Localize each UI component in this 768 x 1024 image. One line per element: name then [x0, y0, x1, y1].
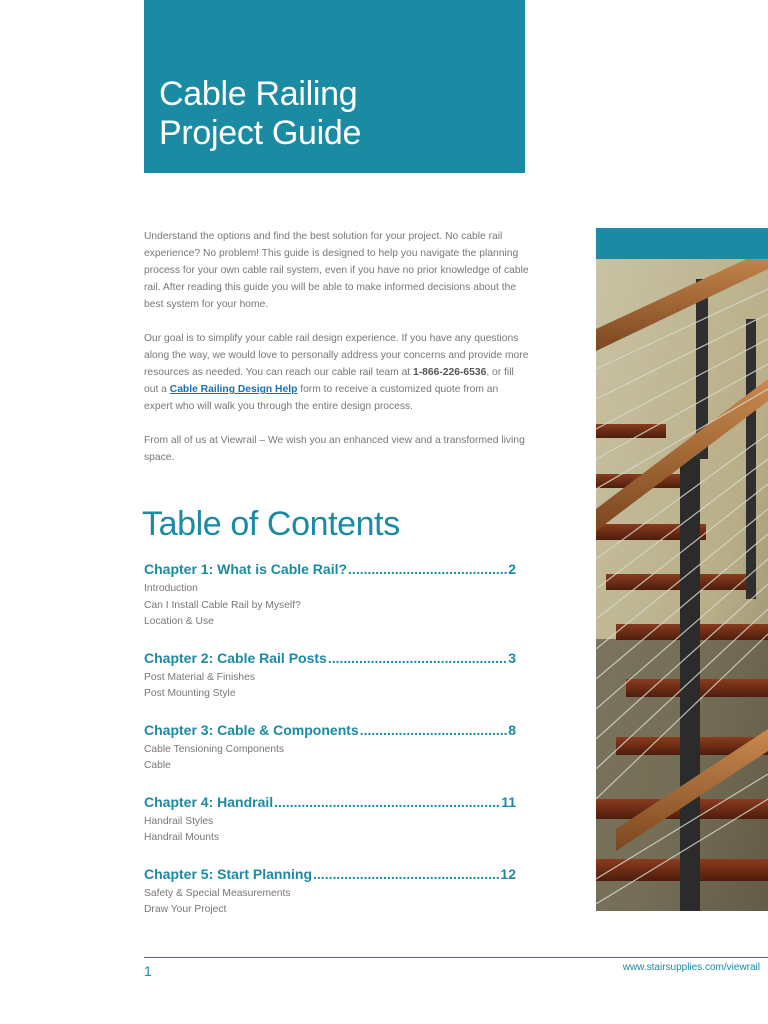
toc-chapter-5[interactable] [144, 865, 516, 919]
phone-number: 1-866-226-6536 [413, 367, 487, 378]
dot-leader [313, 865, 499, 883]
toc-chapter-4[interactable] [144, 793, 516, 847]
chapter-page-number[interactable]: 8 [508, 721, 516, 738]
chapter-subsections [144, 886, 516, 919]
subsection-item: Location & Use [144, 616, 214, 627]
dot-leader [328, 649, 507, 667]
title-line-2: Project Guide [159, 114, 362, 152]
chapter-subsections [144, 670, 516, 703]
footer-divider [144, 957, 768, 958]
subsection-item: Cable [144, 760, 171, 771]
chapter-title[interactable]: Chapter 3: Cable & Components [144, 721, 359, 738]
chapter-heading[interactable] [144, 721, 516, 739]
chapter-title[interactable]: Chapter 5: Start Planning [144, 865, 313, 882]
subsection-item: Can I Install Cable Rail by Myself? [144, 599, 301, 611]
intro-text-segment: Our goal is to simplify your cable rail design experience. If you have any questions along the way, we would love to personally address your concerns and provide more resources as needed. You can reach our cable rail team at [144, 333, 529, 378]
chapter-heading[interactable] [144, 649, 516, 667]
subsection-item: Safety & Special Measurements [144, 887, 291, 899]
chapter-page-number[interactable]: 11 [501, 793, 516, 810]
intro-text [144, 228, 529, 483]
subsection-item: Post Material & Finishes [144, 671, 256, 683]
staircase-photo [596, 259, 768, 911]
chapter-page-number[interactable]: 12 [500, 865, 516, 882]
design-help-link[interactable]: Cable Railing Design Help [169, 384, 298, 395]
page-title [159, 75, 361, 153]
chapter-page-number[interactable]: 3 [508, 649, 516, 666]
chapter-subsections [144, 742, 516, 775]
intro-paragraph-1: Understand the options and find the best solution for your project. No cable rail experience? No problem! This guide is designed to help you navigate the planning process for your own cable rail system, even if you have no prior knowledge of cable rail. After reading this guide you will be able to make informed decisions about the best system for your home. [144, 231, 529, 310]
toc-title: Table of Contents [142, 505, 400, 543]
table-of-contents [144, 560, 516, 937]
chapter-title[interactable]: Chapter 2: Cable Rail Posts [144, 649, 327, 666]
chapter-subsections [144, 581, 516, 631]
subsection-item: Post Mounting Style [144, 688, 236, 699]
intro-paragraph-2 [144, 330, 529, 415]
intro-paragraph-3: From all of us at Viewrail – We wish you an enhanced view and a transformed living space. [144, 435, 525, 463]
toc-chapter-1[interactable] [144, 560, 516, 631]
subsection-item: Handrail Styles [144, 815, 214, 827]
title-banner [144, 0, 525, 173]
dot-leader [360, 721, 508, 739]
subsection-item: Draw Your Project [144, 904, 227, 915]
dot-leader [348, 560, 507, 578]
chapter-heading[interactable] [144, 865, 516, 883]
title-line-1: Cable Railing [159, 75, 358, 113]
subsection-item: Handrail Mounts [144, 832, 219, 843]
footer-url-link[interactable]: www.stairsupplies.com/viewrail [622, 962, 760, 973]
chapter-heading[interactable] [144, 560, 516, 578]
photo-accent-band [596, 228, 768, 259]
subsection-item: Cable Tensioning Components [144, 743, 285, 755]
chapter-title[interactable]: Chapter 4: Handrail [144, 793, 274, 810]
page-number: 1 [144, 963, 152, 979]
intro-text-segment: form to receive a customized quote from an expert who will walk you through the entire design process. [144, 384, 499, 412]
dot-leader [274, 793, 500, 811]
chapter-title[interactable]: Chapter 1: What is Cable Rail? [144, 561, 348, 577]
chapter-page-number[interactable]: 2 [508, 561, 516, 577]
chapter-subsections [144, 814, 516, 847]
toc-chapter-2[interactable] [144, 649, 516, 703]
chapter-heading[interactable] [144, 793, 516, 811]
subsection-item: Introduction [144, 583, 198, 594]
toc-chapter-3[interactable] [144, 721, 516, 775]
intro-text-segment: , or fill out a [144, 367, 514, 395]
